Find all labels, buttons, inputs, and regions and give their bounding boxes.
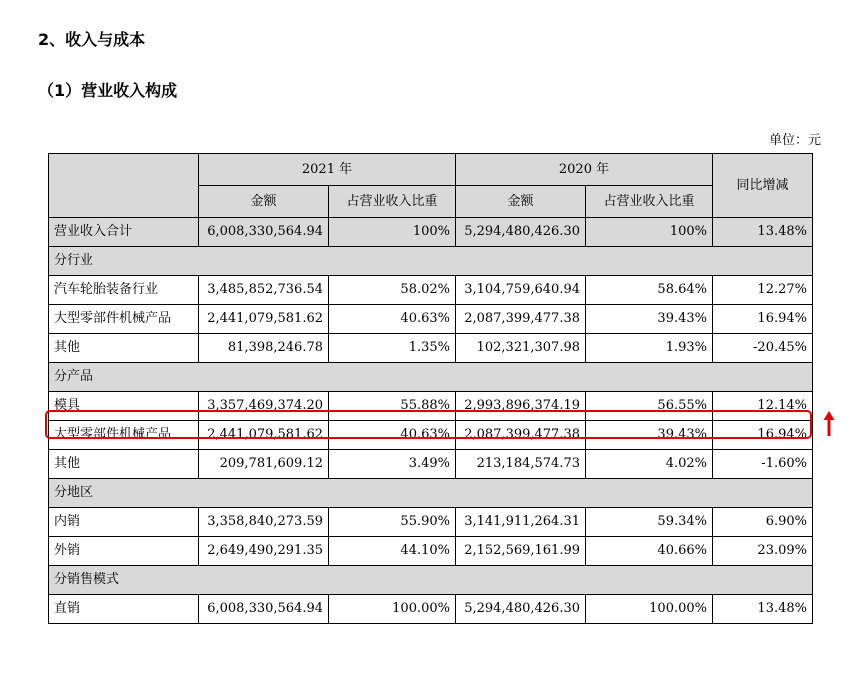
row-label: 直销 — [49, 595, 199, 624]
highlight-box — [45, 410, 812, 439]
revenue-composition-table — [48, 153, 813, 624]
share-2021-cell: 3.49% — [329, 450, 456, 479]
share-2020-cell: 100% — [586, 218, 713, 247]
share-2020-cell: 58.64% — [586, 276, 713, 305]
amount-2020-cell: 5,294,480,426.30 — [456, 218, 586, 247]
share-2021-cell: 58.02% — [329, 276, 456, 305]
section-row-product — [49, 363, 813, 392]
header-share-2020: 占营业收入比重 — [586, 186, 713, 218]
amount-2020-cell: 3,104,759,640.94 — [456, 276, 586, 305]
unit-label: 单位：元 — [768, 133, 821, 148]
amount-2021-cell: 6,008,330,564.94 — [199, 595, 329, 624]
row-label: 汽车轮胎装备行业 — [49, 276, 199, 305]
share-2020-cell: 4.02% — [586, 450, 713, 479]
section-row-sales-mode — [49, 566, 813, 595]
row-label: 大型零部件机械产品 — [49, 421, 199, 450]
header-year-2020: 2020 年 — [456, 154, 713, 186]
section-title: 分行业 — [49, 247, 813, 276]
row-label: 模具 — [49, 392, 199, 421]
table-row — [49, 595, 813, 624]
table-row — [49, 508, 813, 537]
header-year-2021: 2021 年 — [199, 154, 456, 186]
share-2020-cell: 40.66% — [586, 537, 713, 566]
total-row — [49, 218, 813, 247]
yoy-cell: 13.48% — [713, 218, 813, 247]
row-label: 外销 — [49, 537, 199, 566]
share-2021-cell: 40.63% — [329, 421, 456, 450]
subsection-heading: （1）营业收入构成 — [38, 81, 178, 100]
share-2020-cell: 56.55% — [586, 392, 713, 421]
amount-2021-cell: 209,781,609.12 — [199, 450, 329, 479]
share-2021-cell: 55.88% — [329, 392, 456, 421]
amount-2020-cell: 2,152,569,161.99 — [456, 537, 586, 566]
table-row — [49, 334, 813, 363]
amount-2021-cell: 6,008,330,564.94 — [199, 218, 329, 247]
yoy-cell: 13.48% — [713, 595, 813, 624]
yoy-cell: 6.90% — [713, 508, 813, 537]
yoy-cell: 12.27% — [713, 276, 813, 305]
share-2021-cell: 55.90% — [329, 508, 456, 537]
share-2020-cell: 39.43% — [586, 305, 713, 334]
header-row-years — [49, 154, 813, 186]
section-row-industry — [49, 247, 813, 276]
amount-2021-cell: 81,398,246.78 — [199, 334, 329, 363]
table-row — [49, 450, 813, 479]
share-2020-cell: 59.34% — [586, 508, 713, 537]
amount-2021-cell: 3,485,852,736.54 — [199, 276, 329, 305]
header-blank-cell — [49, 154, 199, 218]
amount-2020-cell: 3,141,911,264.31 — [456, 508, 586, 537]
share-2020-cell: 100.00% — [586, 595, 713, 624]
yoy-cell: 23.09% — [713, 537, 813, 566]
yoy-cell: 12.14% — [713, 392, 813, 421]
yoy-cell: 16.94% — [713, 305, 813, 334]
share-2021-cell: 44.10% — [329, 537, 456, 566]
header-share-2021: 占营业收入比重 — [329, 186, 456, 218]
amount-2020-cell: 2,087,399,477.38 — [456, 421, 586, 450]
amount-2020-cell: 2,993,896,374.19 — [456, 392, 586, 421]
row-label: 其他 — [49, 334, 199, 363]
amount-2021-cell: 2,649,490,291.35 — [199, 537, 329, 566]
share-2021-cell: 100% — [329, 218, 456, 247]
header-amount-2021: 金额 — [199, 186, 329, 218]
arrow-up-icon — [822, 410, 836, 438]
section-title: 分地区 — [49, 479, 813, 508]
share-2020-cell: 39.43% — [586, 421, 713, 450]
row-label: 大型零部件机械产品 — [49, 305, 199, 334]
section-row-region — [49, 479, 813, 508]
table-row — [49, 276, 813, 305]
row-label: 营业收入合计 — [49, 218, 199, 247]
section-heading: 2、收入与成本 — [38, 30, 146, 49]
table-row — [49, 537, 813, 566]
share-2021-cell: 100.00% — [329, 595, 456, 624]
amount-2021-cell: 3,357,469,374.20 — [199, 392, 329, 421]
section-title: 分产品 — [49, 363, 813, 392]
amount-2020-cell: 213,184,574.73 — [456, 450, 586, 479]
amount-2020-cell: 2,087,399,477.38 — [456, 305, 586, 334]
yoy-cell: 16.94% — [713, 421, 813, 450]
amount-2020-cell: 102,321,307.98 — [456, 334, 586, 363]
amount-2021-cell: 2,441,079,581.62 — [199, 305, 329, 334]
amount-2021-cell: 2,441,079,581.62 — [199, 421, 329, 450]
yoy-cell: -20.45% — [713, 334, 813, 363]
table-row — [49, 305, 813, 334]
section-title: 分销售模式 — [49, 566, 813, 595]
yoy-cell: -1.60% — [713, 450, 813, 479]
amount-2020-cell: 5,294,480,426.30 — [456, 595, 586, 624]
share-2021-cell: 1.35% — [329, 334, 456, 363]
header-amount-2020: 金额 — [456, 186, 586, 218]
amount-2021-cell: 3,358,840,273.59 — [199, 508, 329, 537]
row-label: 内销 — [49, 508, 199, 537]
row-label: 其他 — [49, 450, 199, 479]
share-2021-cell: 40.63% — [329, 305, 456, 334]
share-2020-cell: 1.93% — [586, 334, 713, 363]
header-yoy: 同比增减 — [713, 154, 813, 218]
